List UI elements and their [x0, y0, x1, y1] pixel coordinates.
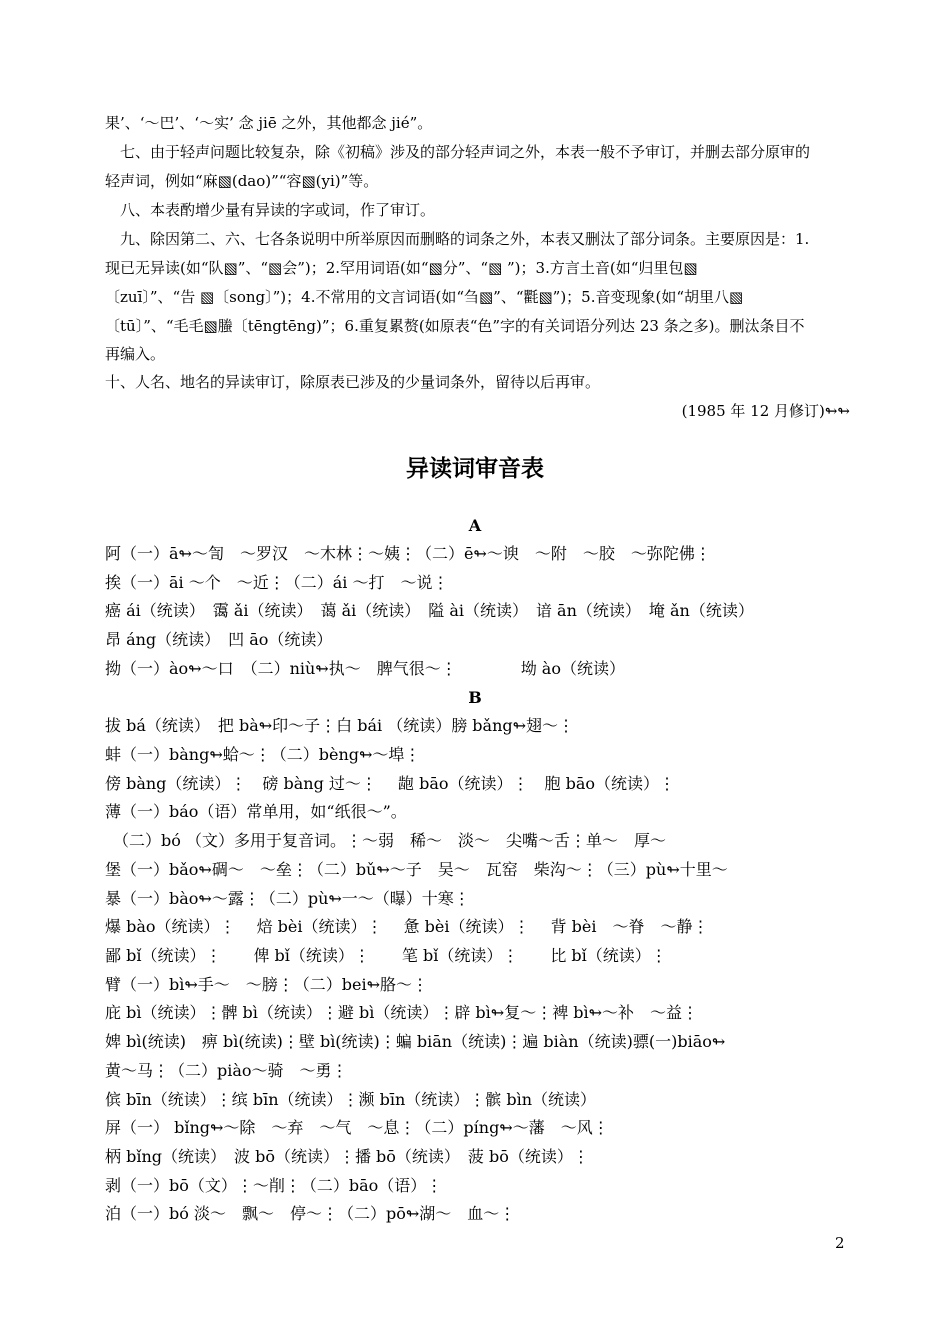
entry-line: 暴（一）bào↬～露⋮（二）pù↬一～（曝）十寒⋮ — [105, 889, 470, 908]
note-line: 果’、‘～巴’、‘～实’ 念 jiē 之外，其他都念 jié”。 — [105, 114, 433, 132]
entry-line: 阿（一）ā↬～訇 ～罗汉 ～木林⋮～姨⋮（二）ē↬～谀 ～附 ～胶 ～弥陀佛⋮ — [105, 544, 711, 563]
entry-line: 蚌（一）bàng↬蛤～⋮（二）bèng↬～埠⋮ — [105, 745, 421, 764]
note-line: 现已无异读(如“队▧”、“▧会”)；2.罕用词语(如“▧分”、“▧ ”)；3.方言土音(如“归里包▧ — [105, 259, 698, 277]
entry-line: 泊（一）bó 淡～ 飘～ 停～⋮（二）pō↬湖～ 血～⋮ — [105, 1204, 516, 1223]
note-line: 再编入。 — [105, 345, 166, 363]
entry-line: 拗（一）ào↬～口 （二）niù↬执～ 脾气很～⋮ 坳 ào（统读） — [105, 659, 625, 678]
entry-line: 爆 bào（统读）⋮ 焙 bèi（统读）⋮ 惫 bèi（统读）⋮ 背 bèi ～脊 ～静⋮ — [105, 917, 709, 936]
entry-line: 癌 ái（统读） 霭 ǎi（统读） 蔼 ǎi（统读） 隘 ài（统读） 谙 ān（统读） 埯 ǎn（统读） — [105, 601, 754, 620]
entry-line: 剥（一）bō（文）⋮～削⋮（二）bāo（语）⋮ — [105, 1176, 443, 1195]
entry-line: 傍 bàng（统读）⋮ 磅 bàng 过～⋮ 龅 bāo（统读）⋮ 胞 bāo（统读）⋮ — [105, 774, 676, 793]
entry-line: 婢 bì(统读) 痹 bì(统读)⋮壁 bì(统读)⋮蝙 biān（统读)⋮遍 biàn（统读)骠(一)biāo↬ — [105, 1032, 726, 1051]
entry-line: 臂（一）bì↬手～ ～膀⋮（二）bei↬胳～⋮ — [105, 975, 429, 994]
note-line: 〔zuī〕”、“告 ▧〔song〕”)；4.不常用的文言词语(如“刍▧”、“氍▧”)；5.音变现象(如“胡里八▧ — [105, 288, 744, 306]
page-title: 异读词审音表 — [406, 455, 544, 482]
entry-line: 堡（一）bǎo↬碉～ ～垒⋮（二）bǔ↬～子 吴～ 瓦窑 柴沟～⋮（三）pù↬十里～ — [105, 860, 728, 879]
entry-line: 傧 bīn（统读）⋮缤 bīn（统读）⋮濒 bīn（统读）⋮髌 bìn（统读） — [105, 1090, 597, 1109]
page-number: 2 — [835, 1234, 845, 1252]
note-line: 十、人名、地名的异读审订，除原表已涉及的少量词条外，留待以后再审。 — [105, 373, 601, 391]
entry-line: 鄙 bǐ（统读）⋮ 俾 bǐ（统读）⋮ 笔 bǐ（统读）⋮ 比 bǐ（统读）⋮ — [105, 946, 667, 965]
entry-line: 黄～马⋮（二）piào～骑 ～勇⋮ — [105, 1061, 348, 1080]
entry-line: 柄 bǐng（统读） 波 bō（统读）⋮播 bō（统读） 菠 bō（统读）⋮ — [105, 1147, 589, 1166]
entry-line: 薄（一）báo（语）常单用，如“纸很～”。 — [105, 802, 407, 821]
note-line: 八、本表酌增少量有异读的字或词，作了审订。 — [105, 201, 436, 219]
section-letter: B — [468, 688, 482, 707]
revision-date: (1985 年 12 月修订)↬↬ — [681, 402, 850, 420]
section-letter: A — [468, 516, 482, 535]
note-line: 九、除因第二、六、七各条说明中所举原因而删略的词条之外，本表又删汰了部分词条。主要原因是：1. — [105, 230, 810, 248]
entry-line: 挨（一）āi ～个 ～近⋮（二）ái ～打 ～说⋮ — [105, 573, 449, 592]
note-line: 〔tū〕”、“毛毛▧螣〔tēngtēng)”；6.重复累赘(如原表“色”字的有关词语分列达 23 条之多)。删汰条目不 — [105, 317, 805, 335]
entry-line: （二）bó （文）多用于复音词。⋮～弱 稀～ 淡～ 尖嘴～舌⋮单～ 厚～ — [105, 831, 666, 850]
entry-line: 屏（一） bǐng↬～除 ～弃 ～气 ～息⋮（二）píng↬～藩 ～风⋮ — [105, 1118, 609, 1137]
note-line: 七、由于轻声问题比较复杂，除《初稿》涉及的部分轻声词之外，本表一般不予审订，并删去部分原审的 — [105, 143, 811, 161]
entry-line: 庇 bì（统读）⋮髀 bì（统读）⋮避 bì（统读）⋮辟 bì↬复～⋮裨 bì↬～补 ～益⋮ — [105, 1003, 699, 1022]
entry-line: 昂 áng（统读） 凹 āo（统读） — [105, 630, 333, 649]
entry-line: 拔 bá（统读） 把 bà↬印～子⋮白 bái （统读）膀 bǎng↬翅～⋮ — [105, 716, 575, 735]
note-line: 轻声词，例如“麻▧(dao)”“容▧(yi)”等。 — [105, 172, 379, 190]
